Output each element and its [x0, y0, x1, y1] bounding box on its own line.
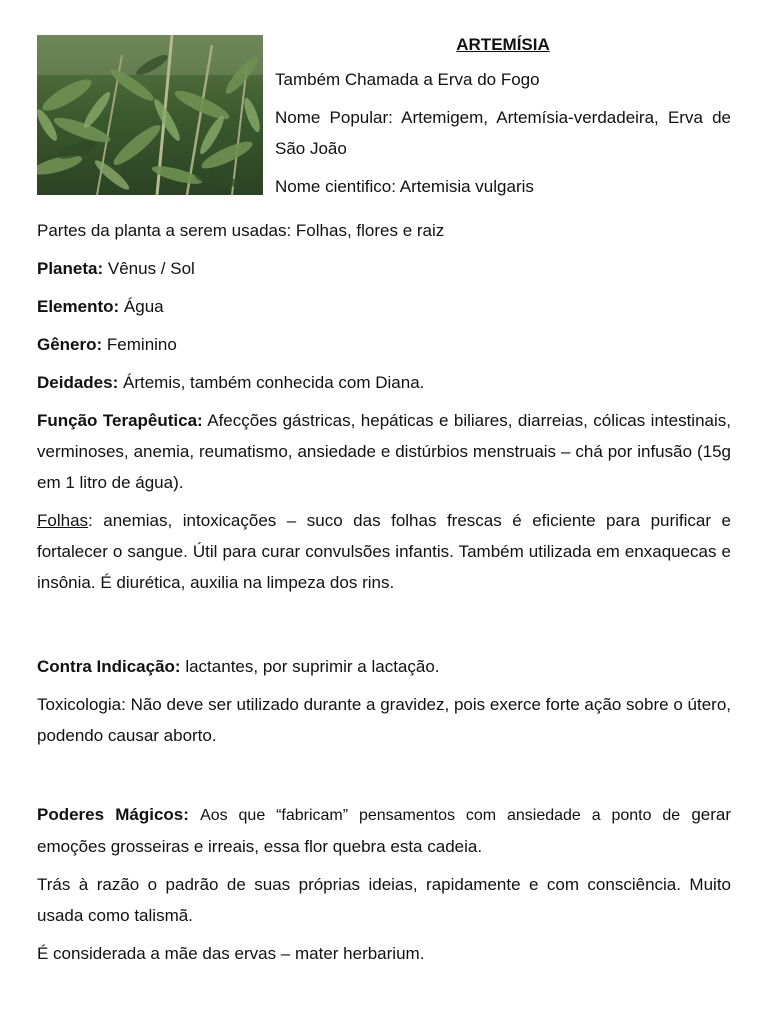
magicos-text: gerar emoções grosseiras e irreais, essa flor quebra esta cadeia.	[37, 805, 731, 856]
magicos-paragraph	[37, 799, 731, 862]
page-title: ARTEMÍSIA	[456, 35, 550, 54]
deidades-label: Deidades:	[37, 373, 119, 392]
terapeutica-text: Afecções gástricas, hepáticas e biliares, diarreias, cólicas intestinais, verminoses, anemia, reumatismo, ansiedade e distúrbios menstruais – chá por infusão (15g em 1 litro de água).	[37, 411, 731, 492]
folhas-text: : anemias, intoxicações – suco das folhas frescas é eficiente para purificar e fortalecer o sangue. Útil para curar convulsões infantis. Também utilizada em enxaquecas e insônia. É diurética, auxilia na limpeza dos rins.	[37, 511, 731, 592]
contra-text: lactantes, por suprimir a lactação.	[185, 657, 440, 676]
parts-line: Partes da planta a serem usadas: Folhas, flores e raiz	[37, 221, 445, 240]
contra-label: Contra Indicação:	[37, 657, 181, 676]
scientific-name	[275, 171, 731, 202]
plant-photo	[37, 35, 263, 195]
folhas-paragraph	[37, 505, 731, 598]
deidades-value: Ártemis, também conhecida com Diana.	[122, 373, 425, 392]
elemento-line	[37, 291, 731, 322]
elemento-label: Elemento:	[37, 297, 120, 316]
genero-line	[37, 329, 731, 360]
magicos-label: Poderes Mágicos:	[37, 805, 189, 824]
genero-label: Gênero:	[37, 335, 103, 354]
body-section-contra	[37, 651, 731, 758]
terapeutica-label: Função Terapêutica:	[37, 411, 203, 430]
toxicologia-paragraph: Toxicologia: Não deve ser utilizado durante a gravidez, pois exerce forte ação sobre o útero, podendo causar aborto.	[37, 695, 731, 745]
magicos-lead: Aos que “fabricam” pensamentos com ansiedade a ponto de	[200, 807, 681, 824]
genero-value: Feminino	[106, 335, 177, 354]
contra-paragraph	[37, 651, 731, 682]
scientific-name-label: Nome cientifico:	[275, 177, 396, 196]
planeta-line	[37, 253, 731, 284]
alt-name: Também Chamada a Erva do Fogo	[275, 70, 540, 89]
terapeutica-paragraph	[37, 405, 731, 498]
artemisia-plant-image	[37, 35, 263, 195]
deidades-line	[37, 367, 731, 398]
popular-name	[275, 102, 731, 164]
popular-name-label: Nome Popular:	[275, 108, 393, 127]
mae-paragraph: É considerada a mãe das ervas – mater herbarium.	[37, 944, 425, 963]
planeta-label: Planeta:	[37, 259, 104, 278]
header-block	[275, 34, 731, 209]
elemento-value: Água	[123, 297, 164, 316]
body-section-properties	[37, 215, 731, 605]
folhas-label: Folhas	[37, 511, 89, 530]
razao-paragraph: Trás à razão o padrão de suas próprias ideias, rapidamente e com consciência. Muito usada como talismã.	[37, 875, 731, 925]
scientific-name-value: Artemisia vulgaris	[399, 177, 534, 196]
popular-name-value: Artemigem, Artemísia-verdadeira, Erva de São João	[275, 108, 731, 158]
body-section-magic	[37, 799, 731, 976]
planeta-value: Vênus / Sol	[107, 259, 195, 278]
